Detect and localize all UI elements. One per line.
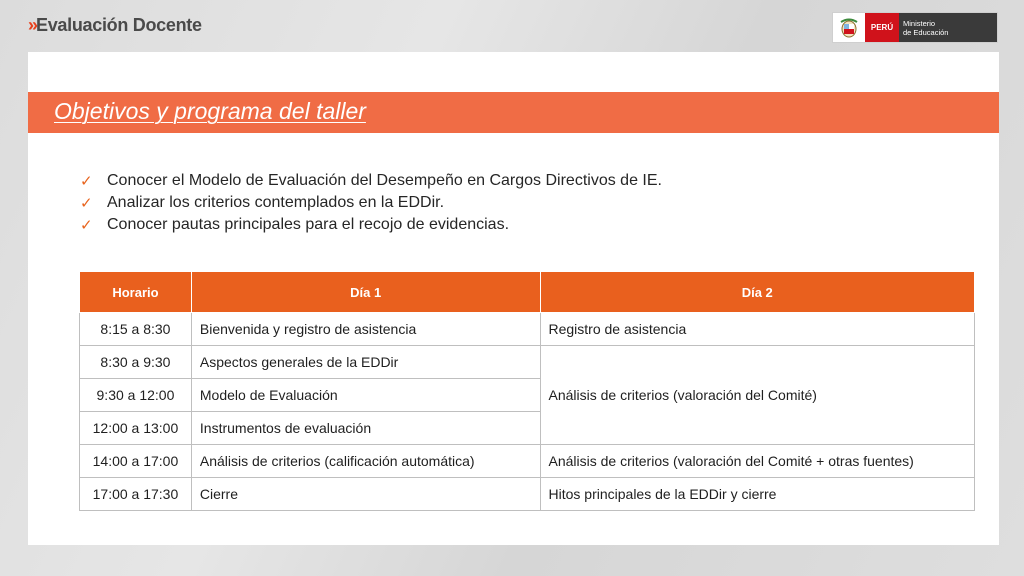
brand-mark: »	[28, 15, 36, 35]
day1-cell: Análisis de criterios (calificación automática)	[191, 445, 540, 478]
checkmark-icon: ✓	[80, 217, 93, 234]
time-cell: 14:00 a 17:00	[80, 445, 192, 478]
coat-of-arms-icon	[833, 13, 865, 42]
day1-cell: Instrumentos de evaluación	[191, 412, 540, 445]
brand-logo	[28, 15, 202, 36]
time-cell: 8:15 a 8:30	[80, 313, 192, 346]
day2-merged-cell: Análisis de criterios (valoración del Comité)	[540, 346, 975, 445]
time-cell: 12:00 a 13:00	[80, 412, 192, 445]
table-row	[80, 346, 975, 379]
day1-cell: Cierre	[191, 478, 540, 511]
objective-text: Analizar los criterios contemplados en la EDDir.	[107, 194, 445, 211]
ministry-line1: Ministerio	[903, 18, 936, 28]
ministry-line2: de Educación	[903, 27, 949, 37]
header-bar	[0, 0, 1024, 52]
ministry-label	[899, 13, 997, 42]
header-dia-1: Día 1	[191, 272, 540, 313]
time-cell: 9:30 a 12:00	[80, 379, 192, 412]
day1-cell: Modelo de Evaluación	[191, 379, 540, 412]
objective-item	[80, 192, 662, 214]
objective-item	[80, 214, 662, 236]
day2-cell: Registro de asistencia	[540, 313, 975, 346]
table-row	[80, 313, 975, 346]
day2-cell: Hitos principales de la EDDir y cierre	[540, 478, 975, 511]
slide-title: Objetivos y programa del taller	[54, 98, 366, 124]
day1-cell: Aspectos generales de la EDDir	[191, 346, 540, 379]
time-cell: 8:30 a 9:30	[80, 346, 192, 379]
objective-item	[80, 170, 662, 192]
brand-name: Evaluación Docente	[36, 15, 202, 35]
ministry-logo	[832, 12, 998, 43]
peru-label: PERÚ	[865, 13, 899, 42]
table-header-row	[80, 272, 975, 313]
day2-cell: Análisis de criterios (valoración del Comité + otras fuentes)	[540, 445, 975, 478]
schedule-table	[79, 271, 975, 511]
time-cell: 17:00 a 17:30	[80, 478, 192, 511]
header-dia-2: Día 2	[540, 272, 975, 313]
objective-text: Conocer pautas principales para el recojo de evidencias.	[107, 216, 510, 233]
objective-text: Conocer el Modelo de Evaluación del Desempeño en Cargos Directivos de IE.	[107, 172, 662, 189]
day1-cell: Bienvenida y registro de asistencia	[191, 313, 540, 346]
table-row	[80, 445, 975, 478]
objectives-list	[80, 170, 662, 236]
table-row	[80, 478, 975, 511]
header-horario: Horario	[80, 272, 192, 313]
checkmark-icon: ✓	[80, 195, 93, 212]
checkmark-icon: ✓	[80, 173, 93, 190]
